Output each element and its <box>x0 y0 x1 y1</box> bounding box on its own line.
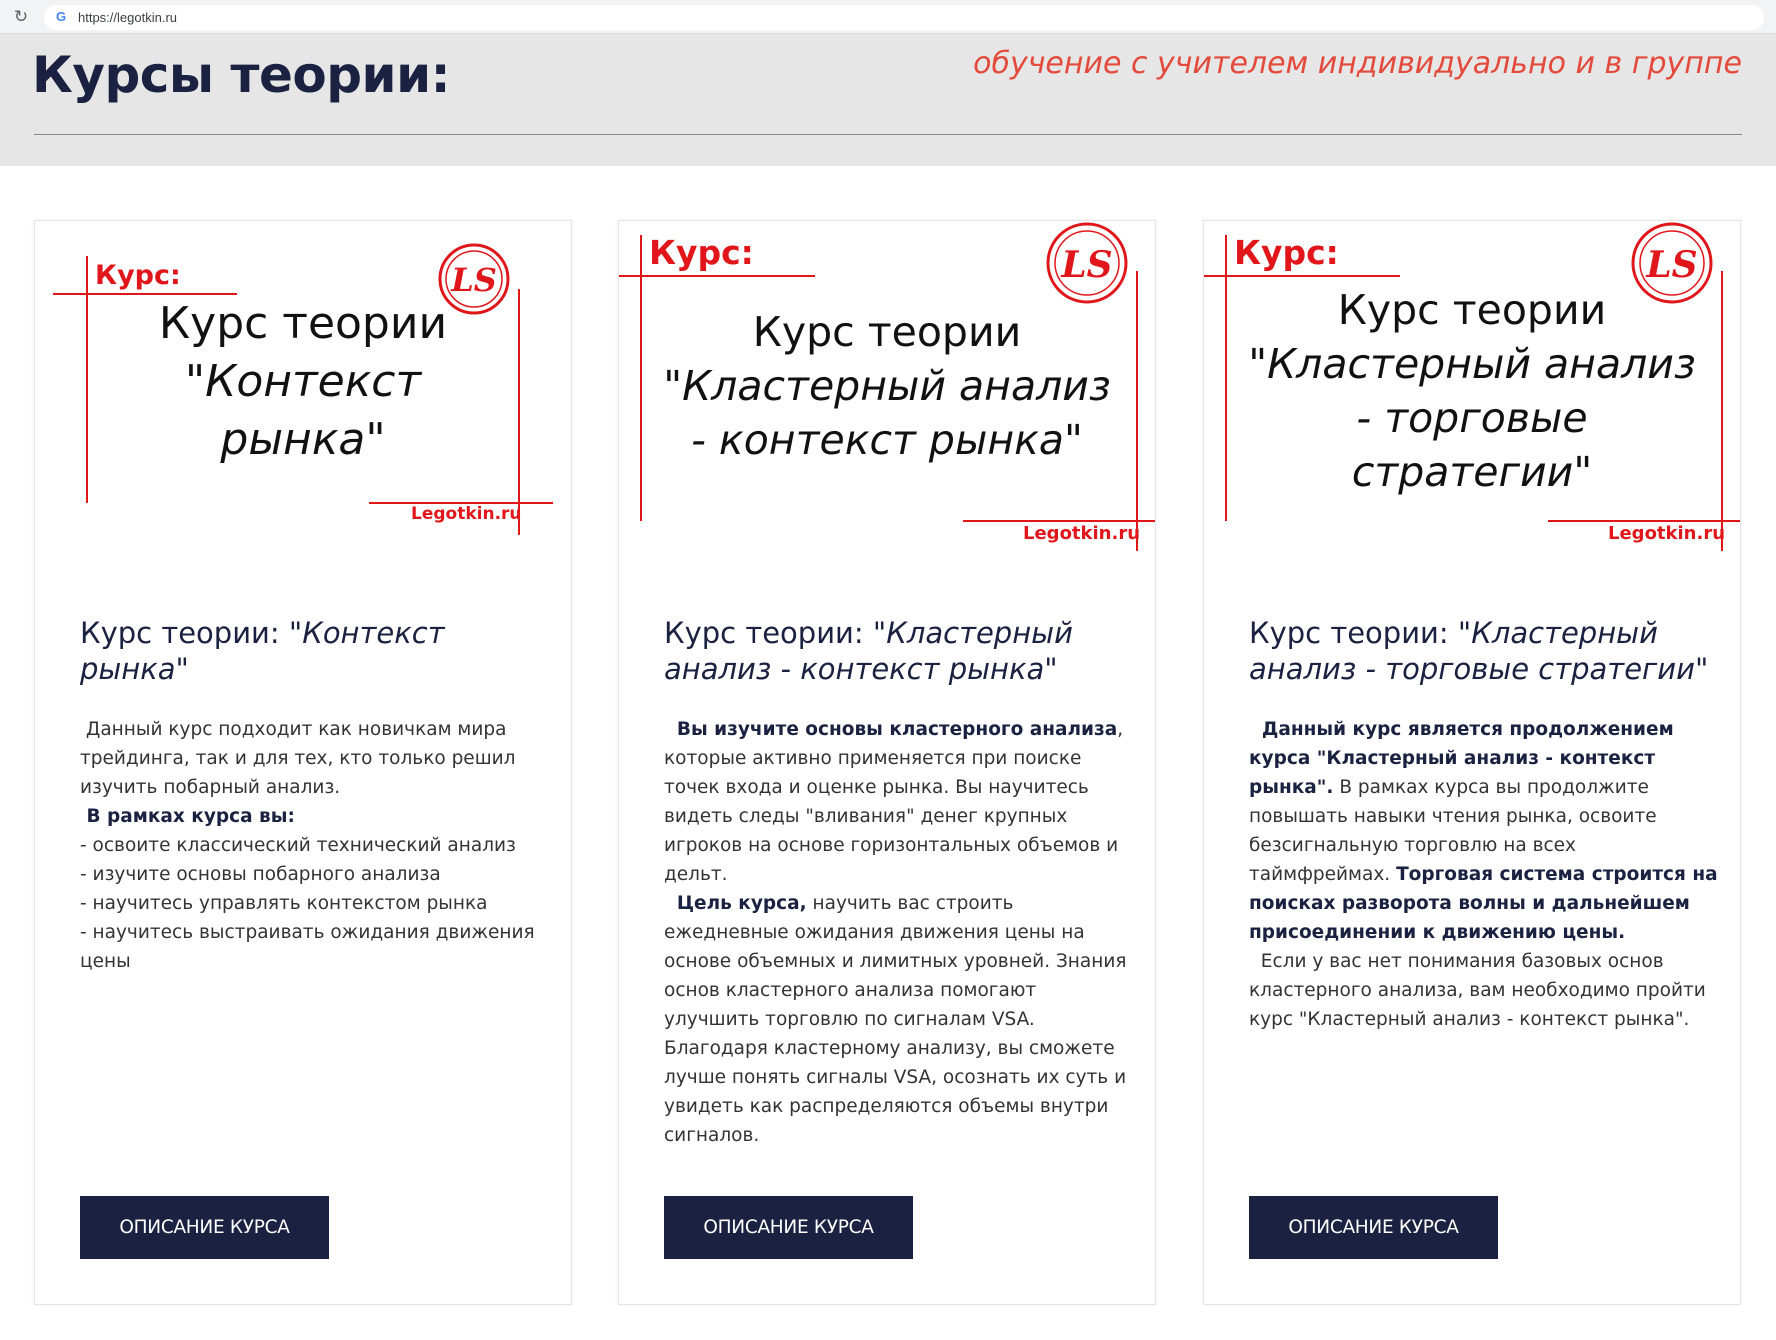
image-title-line: "Кластерный анализ <box>663 362 1111 410</box>
course-heading[interactable] <box>664 615 1134 687</box>
image-site-label: Legotkin.ru <box>1608 523 1726 544</box>
google-icon: G <box>56 9 67 24</box>
course-heading-prefix: Курс теории: <box>1249 616 1458 650</box>
description-paragraph <box>1249 715 1719 947</box>
description-bold: Торговая система строится на поисках разворота волны и дальнейшем присоединении к движению цены. <box>1249 864 1718 943</box>
image-title-line: Курс теории <box>1337 286 1607 334</box>
course-heading[interactable] <box>80 615 550 687</box>
course-image[interactable] <box>1204 221 1740 551</box>
image-site-label: Legotkin.ru <box>1023 523 1141 544</box>
page-tagline: обучение с учителем индивидуально и в группе <box>973 46 1742 81</box>
ls-logo-icon <box>440 245 508 313</box>
description-text: В рамках курса вы продолжите повышать навыки чтения рынка, освоите безсигнальную торговлю на всех таймфреймах. <box>1249 777 1657 885</box>
course-heading-title: "Контекст рынка" <box>80 616 445 686</box>
course-card <box>1203 220 1741 1305</box>
course-description-button[interactable]: ОПИСАНИЕ КУРСА <box>1249 1196 1498 1259</box>
description-bold: Данный курс является продолжением курса "Кластерный анализ - контекст рынка". <box>1249 719 1681 798</box>
image-title-line: Курс теории <box>158 298 448 349</box>
image-kurs-label: Курс: <box>649 233 754 272</box>
course-description <box>1249 715 1719 1034</box>
course-image-graphic <box>35 221 571 551</box>
description-subheading: В рамках курса вы: <box>80 806 295 827</box>
course-heading-prefix: Курс теории: <box>664 616 873 650</box>
course-heading[interactable] <box>1249 615 1719 687</box>
course-image[interactable] <box>619 221 1155 551</box>
description-bullet: - научитесь управлять контекстом рынка <box>80 893 488 914</box>
image-site-label: Legotkin.ru <box>411 504 522 524</box>
image-title-line: - торговые <box>1356 394 1588 442</box>
page-header <box>0 34 1776 166</box>
ls-logo-icon <box>1048 224 1126 302</box>
course-heading-title: "Кластерный анализ - контекст рынка" <box>664 616 1073 686</box>
description-paragraph: Если у вас нет понимания базовых основ кластерного анализа, вам необходимо пройти курс "Кластерный анализ - контекст рынка". <box>1249 951 1712 1030</box>
description-bold: Цель курса, <box>664 893 807 914</box>
image-title-line: "Контекст <box>184 356 422 407</box>
image-kurs-label: Курс: <box>1234 233 1339 272</box>
image-title-line: "Кластерный анализ <box>1248 340 1696 388</box>
description-bullet: - научитесь выстраивать ожидания движения цены <box>80 922 535 972</box>
reload-icon[interactable]: ↻ <box>13 7 29 27</box>
logo-text: LS <box>1061 244 1113 286</box>
description-bold: Вы изучите основы кластерного анализа <box>664 719 1118 740</box>
course-description-button[interactable]: ОПИСАНИЕ КУРСА <box>80 1196 329 1259</box>
logo-text: LS <box>451 261 497 299</box>
description-text: , которые активно применяется при поиске точек входа и оценке рынка. Вы научитесь видеть следы "вливания" денег крупных игроков на основе горизонтальных объемов и дельт. <box>664 719 1124 885</box>
image-title-line: стратегии" <box>1351 448 1593 496</box>
course-heading-prefix: Курс теории: <box>80 616 289 650</box>
course-card <box>34 220 572 1305</box>
image-title-line: - контекст рынка" <box>691 416 1083 464</box>
image-title-line: Курс теории <box>752 308 1022 356</box>
course-image-graphic <box>619 221 1155 551</box>
description-paragraph: Данный курс подходит как новичкам мира трейдинга, так и для тех, кто только решил изучить побарный анализ. <box>80 719 522 798</box>
course-image[interactable] <box>35 221 571 551</box>
course-card <box>618 220 1156 1305</box>
course-image-graphic <box>1204 221 1740 551</box>
address-bar[interactable] <box>44 5 1764 30</box>
browser-toolbar <box>0 0 1776 34</box>
course-heading-title: "Кластерный анализ - торговые стратегии" <box>1249 616 1709 686</box>
page-title: Курсы теории: <box>32 46 451 104</box>
description-text: научить вас строить ежедневные ожидания движения цены на основе объемных и лимитных уровней. Знания основ кластерного анализа помогают улучшить торговлю по сигналам VSA. Благодаря кластерному анализу, вы сможете лучше понять сигналы VSA, осознать их суть и увидеть как распределяются объемы внутри сигналов. <box>664 893 1127 1146</box>
course-description-button[interactable]: ОПИСАНИЕ КУРСА <box>664 1196 913 1259</box>
header-divider <box>34 134 1742 135</box>
image-kurs-label: Курс: <box>95 260 181 291</box>
url-text[interactable]: https://legotkin.ru <box>78 10 177 25</box>
description-bullet: - освоите классический технический анализ <box>80 835 516 856</box>
ls-logo-icon <box>1633 224 1711 302</box>
logo-text: LS <box>1646 244 1698 286</box>
description-bullet: - изучите основы побарного анализа <box>80 864 441 885</box>
description-paragraph <box>664 889 1134 1150</box>
description-paragraph <box>664 715 1134 889</box>
image-title-line: рынка" <box>220 414 386 465</box>
course-description <box>664 715 1134 1150</box>
course-description <box>80 715 550 976</box>
